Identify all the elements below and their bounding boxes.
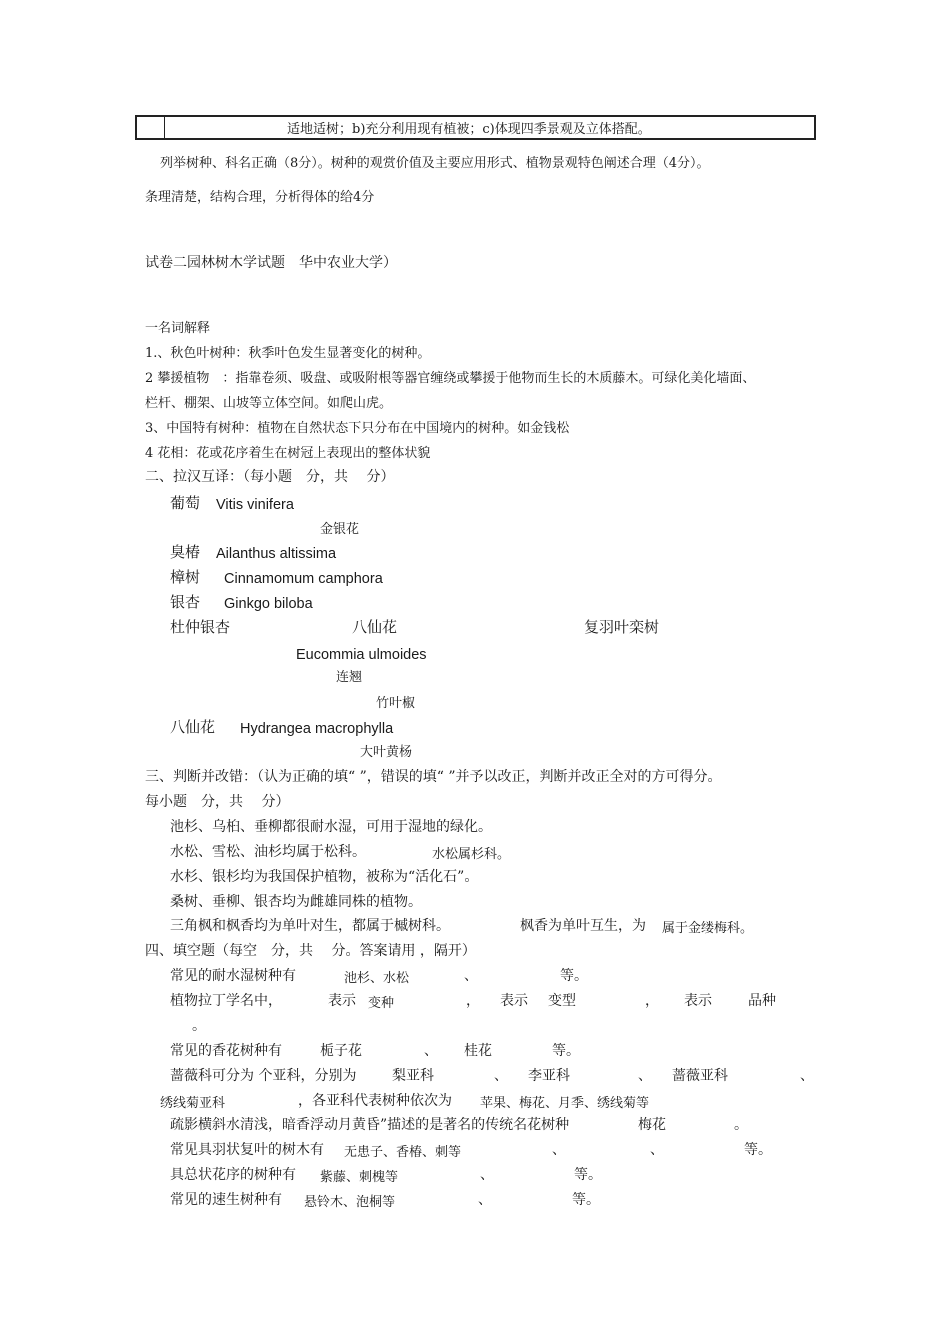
fill-5: 疏影横斜水清浅，暗香浮动月黄昏”描述的是著名的传统名花树种 [170,1117,570,1133]
fill-2-a2: 变型 [548,993,576,1009]
fill-4: 蔷薇科可分为 个亚科，分别为 [170,1068,357,1084]
fill-2-t2: 表示 [500,993,528,1009]
term-lianqiao: 连翘 [336,670,363,685]
table-cell-text: 适地适树；b)充分利用现有植被；c)体现四季景观及立体搭配。 [287,122,651,137]
fill-3-a2: 桂花 [464,1043,492,1059]
fill-2: 植物拉丁学名中， [170,993,282,1009]
judge-5-answer-b: 属于金缕梅科。 [662,921,754,936]
latin-yinxing: Ginkgo biloba [224,596,313,612]
definition-4: 4 花相：花或花序着生在树冠上表现出的整体状貌 [145,446,431,461]
term-zhuyejiao: 竹叶椒 [376,696,416,711]
latin-chouchun: Ailanthus altissima [216,546,337,562]
fill-4-sep1: 、 [494,1068,508,1084]
judge-5: 三角枫和枫香均为单叶对生，都属于槭树科。 [170,918,450,934]
fill-5-end: 。 [734,1117,748,1133]
fill-7-answer: 紫藤、刺槐等 [320,1170,399,1185]
section-1-heading: 一名词解释 [145,321,211,336]
fill-4-sep2: 、 [638,1068,652,1084]
judge-2: 水松、雪松、油杉均属于松科。 [170,844,366,860]
term-fuyu: 复羽叶栾树 [584,618,660,636]
fill-1-answer: 池杉、水松 [344,971,410,986]
term-jinyinhua: 金银花 [320,522,360,537]
fill-2-t3: 表示 [684,993,712,1009]
term-chouchun: 臭椿 [170,543,201,561]
latin-baxianhua: Hydrangea macrophylla [240,721,394,737]
latin-putao: Vitis vinifera [216,497,294,513]
fill-6-answer: 无患子、香椿、刺等 [344,1145,462,1160]
judge-3: 水杉、银杉均为我国保护植物，被称为“活化石”。 [170,869,479,885]
judge-4: 桑树、垂柳、银杏均为雌雄同株的植物。 [170,894,422,910]
answer-table-row [135,115,816,140]
fill-6-end: 等。 [744,1142,772,1158]
fill-1: 常见的耐水湿树种有 [170,968,296,984]
scoring-line-1: 列举树种、科名正确（8分）。树种的观赏价值及主要应用形式、植物景观特色阐述合理（4分）。 [160,156,710,171]
fill-8-end: 等。 [572,1192,600,1208]
fill-7: 具总状花序的树种有 [170,1167,296,1183]
fill-8-answer: 悬铃木、泡桐等 [304,1195,396,1210]
term-dayehuangyang: 大叶黄杨 [360,745,413,760]
definition-2b: 栏杆、棚架、山坡等立体空间。如爬山虎。 [145,396,393,411]
definition-2a: 2 攀援植物 ：指靠卷须、吸盘、或吸附根等器官缠绕或攀援于他物而生长的木质藤木。可绿化美化墙面、 [145,371,756,386]
fill-7-end: 等。 [574,1167,602,1183]
fill-6: 常见具羽状复叶的树木有 [170,1142,324,1158]
definition-3: 3、中国特有树种：植物在自然状态下只分布在中国境内的树种。如金钱松 [145,421,570,436]
latin-zhangshu: Cinnamomum camphora [224,571,383,587]
fill-4-sep3: 、 [800,1068,814,1084]
fill-3: 常见的香花树种有 [170,1043,282,1059]
fill-2-a3: 品种 [748,993,776,1009]
fill-3-a1: 栀子花 [320,1043,362,1059]
term-baxianhua-1: 八仙花 [352,618,398,636]
fill-2-a1: 变种 [368,996,395,1011]
section-2-heading: 二、拉汉互译：（每小题 分，共 分） [145,469,395,485]
term-putao: 葡萄 [170,494,201,512]
fill-3-end: 等。 [552,1043,580,1059]
judge-1: 池杉、乌桕、垂柳都很耐水湿，可用于湿地的绿化。 [170,819,492,835]
fill-4b-answer: 苹果、梅花、月季、绣线菊等 [480,1096,650,1111]
fill-3-sep: 、 [424,1043,438,1059]
judge-5-answer-a: 枫香为单叶互生，为 [520,918,646,934]
term-duzhong: 杜仲银杏 [170,618,231,636]
fill-2-end: 。 [192,1018,206,1034]
fill-2-t1: 表示 [328,993,356,1009]
section-3-heading-b: 每小题 分，共 分） [145,794,290,810]
table-divider [164,117,165,138]
fill-1-sep: 、 [464,968,478,984]
term-yinxing: 银杏 [170,593,201,611]
fill-8-sep: 、 [478,1192,492,1208]
fill-1-end: 等。 [560,968,588,984]
fill-7-sep: 、 [480,1167,494,1183]
fill-4b-a: 绣线菊亚科 [160,1096,226,1111]
judge-2-answer: 水松属杉科。 [432,847,511,862]
fill-5-answer: 梅花 [638,1117,666,1133]
fill-8: 常见的速生树种有 [170,1192,282,1208]
fill-6-sep2: 、 [650,1142,664,1158]
definition-1: 1.、秋色叶树种：秋季叶色发生显著变化的树种。 [145,346,431,361]
fill-2-c2: ， [645,993,659,1009]
fill-2-c1: ， [466,993,480,1009]
term-zhangshu: 樟树 [170,568,201,586]
fill-4-a2: 李亚科 [528,1068,570,1084]
page-title: 试卷二园林树木学试题 华中农业大学） [145,255,397,271]
latin-duzhong: Eucommia ulmoides [296,647,427,663]
fill-4-a1: 梨亚科 [392,1068,434,1084]
scoring-line-2: 条理清楚，结构合理，分析得体的给4分 [145,190,375,205]
section-3-heading-a: 三、判断并改错：（认为正确的填“ ”，错误的填“ ”并予以改正，判断并改正全对的方可得分。 [145,769,722,785]
fill-4-a3: 蔷薇亚科 [672,1068,728,1084]
fill-6-sep1: 、 [552,1142,566,1158]
section-4-heading: 四、填空题（每空 分，共 分。答案请用 ，隔开） [145,943,476,959]
term-baxianhua-2: 八仙花 [170,718,216,736]
fill-4b-mid: ，各亚科代表树种依次为 [298,1093,452,1109]
